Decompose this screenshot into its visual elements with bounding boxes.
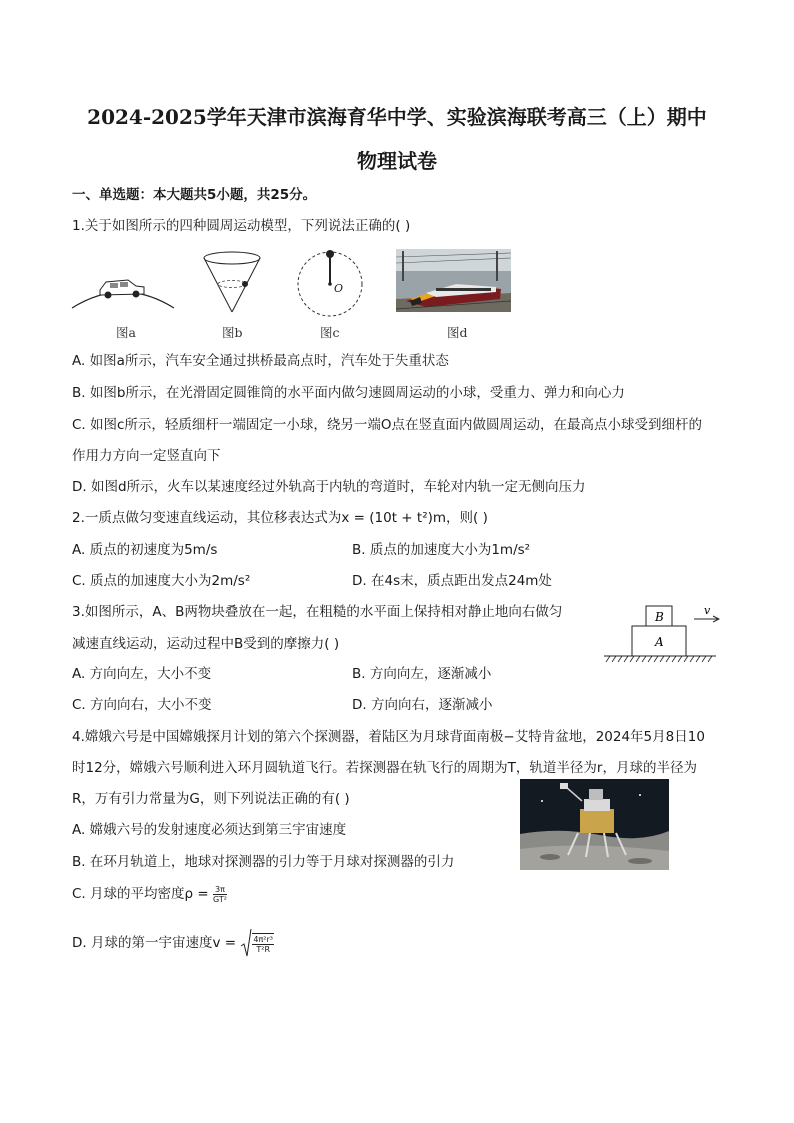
figure-d-label: 图d (447, 325, 468, 340)
point-o-label: O (334, 282, 344, 295)
figure-b-cone (200, 250, 264, 316)
exam-title-line1: 2024-2025学年天津市滨海育华中学、实验滨海联考高三（上）期中 (87, 105, 707, 129)
train-photo (396, 249, 511, 312)
q2-option-c: C. 质点的加速度大小为2m/s² (72, 573, 251, 589)
figure-stacked-blocks (600, 600, 720, 666)
figure-c-rod-circle (292, 249, 368, 319)
block-a-label: A (655, 635, 664, 649)
q4-stem-line3: R，万有引力常量为G，则下列说法正确的有( ) (72, 791, 350, 807)
sqrt-expression (240, 928, 274, 958)
q1-option-d: D. 如图d所示，火车以某速度经过外轨高于内轨的弯道时，车轮对内轨一定无侧向压力 (72, 479, 586, 495)
q4-option-c-text: C. 月球的平均密度ρ = (72, 886, 213, 902)
q4-stem-line1: 4.嫦娥六号是中国嫦娥探月计划的第六个探测器，着陆区为月球背面南极−艾特肯盆地，2024年5月8日10 (72, 729, 705, 745)
q4-option-c (72, 884, 227, 904)
q3-stem-line1: 3.如图所示，A、B两物块叠放在一起，在粗糙的水平面上保持相对静止地向右做匀 (72, 604, 563, 620)
block-b-label: B (655, 610, 664, 624)
q3-option-d: D. 方向向右，逐渐减小 (352, 697, 493, 713)
q1-option-c-line1: C. 如图c所示，轻质细杆一端固定一小球，绕另一端O点在竖直面内做圆周运动，在最高点小球受到细杆的 (72, 417, 703, 433)
q2-option-b: B. 质点的加速度大小为1m/s² (352, 542, 531, 558)
figure-c-label: 图c (320, 325, 340, 340)
density-denominator: GT² (212, 894, 227, 904)
exam-title-line2: 物理试卷 (357, 149, 437, 173)
figure-a-label: 图a (116, 325, 136, 340)
density-numerator: 3π (213, 885, 227, 895)
q1-option-b: B. 如图b所示，在光滑固定圆锥筒的水平面内做匀速圆周运动的小球，受重力、弹力和向心力 (72, 385, 625, 401)
q1-option-c-line2: 作用力方向一定竖直向下 (72, 448, 221, 464)
figure-b-label: 图b (222, 325, 243, 340)
velocity-label: v (704, 604, 711, 617)
q1-option-a: A. 如图a所示，汽车安全通过拱桥最高点时，汽车处于失重状态 (72, 353, 449, 369)
q4-option-d-text: D. 月球的第一宇宙速度v = (72, 935, 241, 951)
velocity-denominator: T²R (256, 944, 270, 954)
car-icon (100, 280, 144, 299)
sqrt-icon (240, 928, 252, 958)
q2-option-d: D. 在4s末，质点距出发点24m处 (352, 573, 552, 589)
density-fraction (213, 885, 227, 904)
section-heading: 一、单选题：本大题共5小题，共25分。 (72, 187, 317, 203)
q3-option-c: C. 方向向右，大小不变 (72, 697, 212, 713)
q4-stem-line2: 时12分，嫦娥六号顺利进入环月圆轨道飞行。若探测器在轨飞行的周期为T，轨道半径为r，月球的半径为 (72, 760, 697, 776)
q2-stem: 2.一质点做匀变速直线运动，其位移表达式为x = (10t + t²)m，则( ) (72, 510, 488, 526)
q3-stem-line2: 减速直线运动，运动过程中B受到的摩擦力( ) (72, 636, 340, 652)
q1-stem: 1.关于如图所示的四种圆周运动模型，下列说法正确的( ) (72, 218, 411, 234)
velocity-fraction (252, 933, 274, 954)
q3-option-a: A. 方向向左，大小不变 (72, 666, 212, 682)
velocity-numerator: 4π²r³ (253, 934, 273, 944)
q4-option-d (72, 928, 274, 958)
q2-option-a: A. 质点的初速度为5m/s (72, 542, 218, 558)
q4-option-b: B. 在环月轨道上，地球对探测器的引力等于月球对探测器的引力 (72, 854, 455, 870)
q3-option-b: B. 方向向左，逐渐减小 (352, 666, 492, 682)
q4-option-a: A. 嫦娥六号的发射速度必须达到第三宇宙速度 (72, 822, 347, 838)
figure-a-car-on-bridge (70, 262, 176, 312)
lunar-lander-photo (520, 779, 669, 870)
